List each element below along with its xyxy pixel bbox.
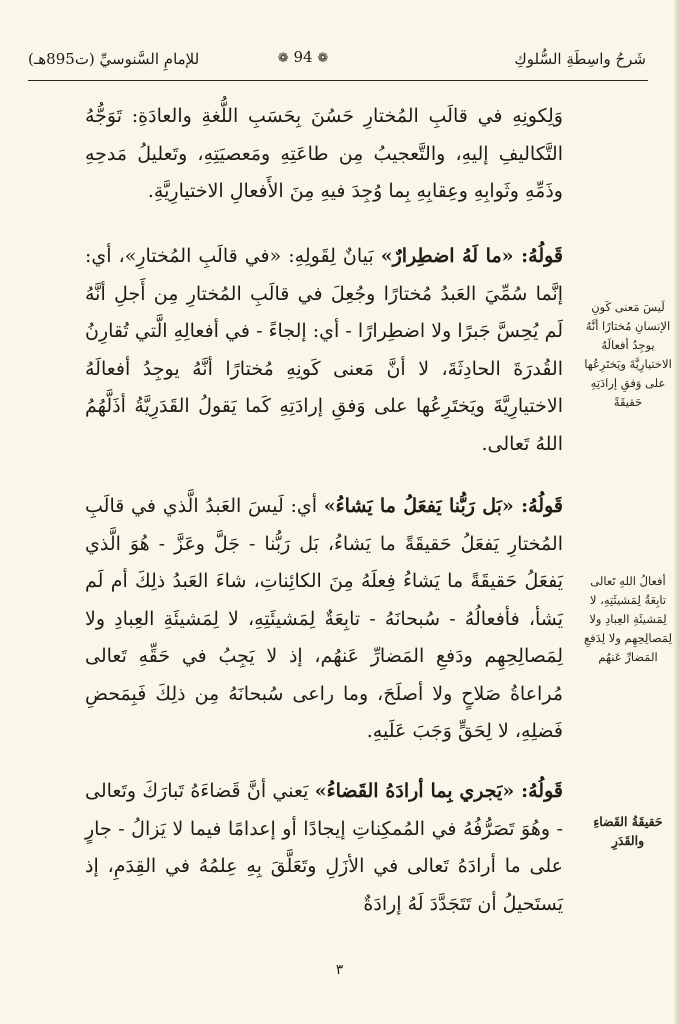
paragraph-1 [85,98,563,211]
paragraph-4 [85,773,563,923]
page-number: 94 [293,48,313,66]
paragraph-3 [85,488,563,751]
paragraph-2-text: بَيانٌ لِقَولِهِ: «في قالَبِ المُختارِ»، أي: إنَّما سُمِّيَ العَبدُ مُختارًا وجُعِلَ في قالَبِ المُختارِ مِن أَجلِ أنَّهُ لَم يُحِسَّ جَبرًا ولا اضطِرارًا - أي: إلجاءً - في أفعالِهِ الَّتي تُقارِنُ القُدرَةَ الحادِثَةَ، لا أنَّ مَعنى كَونِهِ مُختارًا أنَّهُ يوجِدُ أفعالَهُ الاختيارِيَّةَ ويَختَرِعُها على وَفقِ إرادَتِهِ كَما يَقولُ القَدَرِيَّةُ أذَلَّهُمُ اللهُ تَعالى. [85,245,563,455]
author-name: للإمامِ السَّنوسيِّ (ت895هـ) [28,50,200,68]
page-edge [673,0,679,1024]
paragraph-3-text: أي: لَيسَ العَبدُ الَّذي في قالَبِ المُختارِ يَفعَلُ حَقيقَةً ما يَشاءُ، بَل رَبُّنا - جَلَّ وعَزَّ - هُوَ الَّذي يَفعَلُ حَقيقَةً ما يَشاءُ فِعلَهُ مِنَ الكائِناتِ، شاءَ العَبدُ ذلِكَ أم لَم يَشأ، فأفعالُهُ - سُبحانَهُ - تابِعَةٌ لِمَشيئَتِهِ، لا لِمَشيئَةِ العِبادِ ولا لِمَصالِحِهِم ودَفعِ المَضارِّ عَنهُم، إذ لا يَجِبُ في حَقِّهِ تَعالى مُراعاةُ صَلاحٍ ولا أصلَحَ، وما راعى سُبحانَهُ مِن ذلِكَ فَبِمَحضِ فَضلِهِ، لا لِحَقٍّ وَجَبَ عَلَيهِ. [85,495,563,742]
side-note-1: لَيسَ مَعنى كَونِ الإنسانِ مُختارًا أنَّهُ يوجِدُ أفعالَهُ الاختيارِيَّةَ ويَختَرِعُها على وَفقِ إرادَتِهِ حَقيقَةً [584,300,672,409]
paragraph-2-lead: قَولُهُ: «ما لَهُ اضطِرارٌ» [380,245,563,267]
side-note-3: حَقيقَةُ القَضاءِ والقَدَرِ [593,814,663,848]
paragraph-3-lead: قَولُهُ: «بَل رَبُّنا يَفعَلُ ما يَشاءُ» [323,495,563,517]
paragraph-2 [85,238,563,463]
paragraph-4-text: يَعني أنَّ قَضاءَهُ تَبارَكَ وتَعالى - وهُوَ تَصَرُّفُهُ في المُمكِناتِ إيجادًا أو إعدامًا فيما لا يَزالُ - جارٍ على ما أرادَهُ تَعالى في الأزَلِ وتَعَلَّقَ بِهِ عِلمُهُ في القِدَمِ، إذ يَستَحيلُ أن تَتَجَدَّدَ لَهُ إرادَةٌ [85,780,563,915]
side-note-2: أفعالُ اللهِ تَعالى تابِعَةٌ لِمَشيئَتِهِ، لا لِمَشيئَةِ العِبادِ ولا لِمَصالِحِهِم ولا لِدَفعِ المَضارِّ عَنهُم [583,574,673,664]
ornament-right-icon: ❁ [317,51,329,66]
paragraph-4-lead: قَولُهُ: «يَجري بِما أرادَهُ القَضاءُ» [314,780,563,802]
header-rule [28,80,648,81]
ornament-left-icon: ❁ [277,51,289,66]
book-title: شَرحُ واسِطَةِ السُّلوكِ [514,50,646,68]
paragraph-1-text: وَلِكونِهِ في قالَبِ المُختارِ حَسُنَ بِحَسَبِ اللُّغةِ والعادَةِ: تَوَجُّهُ التَّكاليفِ إليهِ، والتَّعجيبُ مِن طاعَتِهِ ومَعصيَتِهِ، وتَعليلُ مَدحِهِ وذَمِّهِ وثَوابِهِ وعِقابِهِ بِما وُجِدَ فيهِ مِنَ الأَفعالِ الاختيارِيَّةِ. [85,105,563,202]
page-number-block [268,48,338,66]
running-header [28,44,646,74]
footer-mark: ٣ [335,962,344,978]
